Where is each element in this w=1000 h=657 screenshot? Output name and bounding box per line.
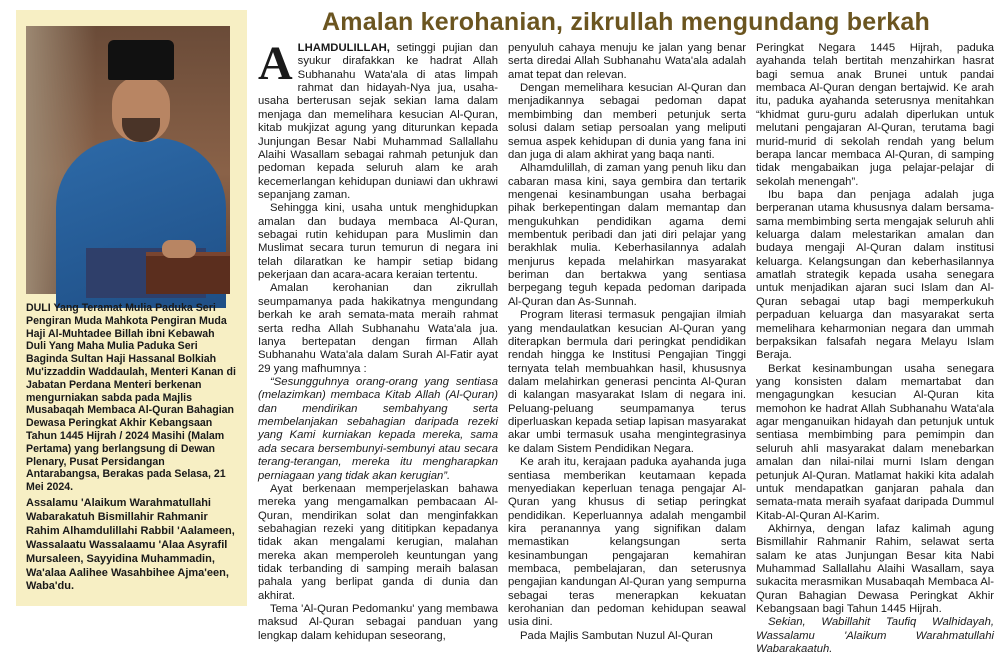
photo-figure-hands [162,240,196,258]
article-paragraph: Ibu bapa dan penjaga adalah juga berperanan utama khususnya dalam bersama-sama membimbing serta mengajak seluruh ahli keluarga dalam melestarikan amalan dan budaya mengaji Al-Quran dalam institusi keluarga. Kelangsungan dan keberhasilannya amatlah strategik kepada usaha senegara untuk menjadikan ajaran suci Islam dan Al-Quran sebagai utap bagi memperkukuh perpaduan keluarga dan masyarakat serta memelihara keharmonian negara dan ummah berpaksikan falsafah negara Melayu Islam Beraja. [756,188,994,362]
article-paragraph: Akhirnya, dengan lafaz kalimah agung Bismillahir Rahmanir Rahim, selawat serta salam ke atas Junjungan Besar kita Nabi Muhammad Sallallahu Alaihi Wasallam, saya sukacita merasmikan Musabaqah Membaca Al-Quran Bahagian Dewasa Peringkat Akhir Kebangsaan bagi Tahun 1445 Hijrah. [756,522,994,616]
article-column-1 [258,37,498,643]
photo-figure-songkok [108,40,174,80]
article-paragraph: Ayat berkenaan memperjelaskan bahawa mereka yang mengamalkan pembacaan Al-Quran, mendirikan solat dan menginfakkan sebahagian rezeki yang dititipkan kepadanya tidak akan mengalami kerugian, malahan mereka akan memperoleh keuntungan yang tidak terbanding di samping meraih balasan pahala yang berlipat ganda di dunia dan akhirat. [258,482,498,602]
closing-greeting: Sekian, Wabillahit Taufiq Walhidayah, Wassalamu 'Alaikum Warahmatullahi Wabarakaatuh. [756,616,994,656]
salam-opening: Assalamu 'Alaikum Warahmatullahi Wabarakatuh Bismillahir Rahmanir Rahim Alhamdulillahi Rabbil 'Aalameen, Wassalaatu Wassalaamu 'Alaa Asyrafil Mursaleen, Sayyidina Muhammadin, Wa'alaa Aalihee Wasahbihee Ajma'een, Waba'du. [26,497,235,593]
speaker-photo [26,26,230,294]
article-paragraph [258,37,498,202]
article-paragraph: Berkat kesinambungan usaha senegara yang konsisten dalam memartabat dan mengagungkan kesucian Al-Quran kita memohon ke hadrat Allah Subhanahu Wata'ala agar menganuikan hidayah dan petunjuk untuk sentiasa membimbing para pemimpin dan seluruh ahli masyarakat dalam menebarkan amalan dan nilai-nilai murni Islam dengan petunjuk Al-Quran. Matlamat hakiki kita adalah untuk mendapatkan ganjaran pahala dan semata-mata meraih syafaat daripada Dummul Kitab-Al-Quran Al-Karim. [756,362,994,522]
article-paragraph: Program literasi termasuk pengajian ilmiah yang mendaulatkan kesucian Al-Quran yang diterapkan bermula dari peringkat pendidikan rendah hingga ke Institusi Pengajian Tinggi ternyata telah membuahkan hasil, khususnya dalam melahirkan generasi pencinta Al-Quran di kalangan masyarakat Islam di negara ini. Peluang-peluang seumpamanya terus diperluaskan kepada setiap lapisan masyarakat akar umbi termasuk usaha mengintegrasinya ke dalam Sistem Pendidikan Negara. [508,309,747,455]
article-paragraph: penyuluh cahaya menuju ke jalan yang benar serta diredai Allah Subhanahu Wata'ala adalah amat tepat dan relevan. [508,42,746,81]
article-paragraph: Alhamdulillah, di zaman yang penuh liku dan cabaran masa kini, saya gembira dan tertarik mengenai kesinambungan usaha berbagai pihak berkepentingan dalam memantap dan mengukuhkan pendidikan agama demi membentuk peribadi dan jati diri pelajar yang berakhlak mulia. Keberhasilannya adalah menjurus kepada melahirkan masyarakat beriman dan bertakwa yang sentiasa berpegang teguh kepada pedoman daripada Al-Quran dan As-Sunnah. [508,162,746,308]
article-paragraph: Pada Majlis Sambutan Nuzul Al-Quran [520,629,713,642]
article-paragraph: Peringkat Negara 1445 Hijrah, paduka ayahanda telah bertitah menzahirkan hasrat bagi semua anak Brunei untuk pandai membaca Al-Quran dengan bertajwid. Ke arah itu, paduka ayahanda seterusnya menitahkan “khidmat guru-guru adalah diperlukan untuk melutani pengajaran Al-Quran, terutama bagi murid-murid di sekolah rendah yang belum berapa lancar membaca Al-Quran, di samping tidak mengabaikan juga pelajar-pelajar di sekolah menengah”. [756,42,994,188]
article-paragraph: Tema 'Al-Quran Pedomanku' yang membawa maksud Al-Quran sebagai panduan yang lengkap dalam kehidupan seseorang, [258,603,498,642]
article-paragraph: Dengan memelihara kesucian Al-Quran dan menjadikannya sebagai pedoman dapat membimbing dan memberi petunjuk serta solusi dalam setiap persoalan yang meliputi semua aspek kehidupan di dunia yang fana ini dan juga di alam akhirat yang baqa nanti. [508,82,746,161]
article-paragraph: Sehingga kini, usaha untuk menghidupkan amalan dan budaya membaca Al-Quran, sebagai rutin kehidupan para Muslimin dan Muslimat secara turun temurun di negara ini telah dilaratkan ke hampir setiap bidang pekerjaan dan acara-acara keraian tertentu. [258,202,498,282]
photo-podium [146,252,230,294]
article-column-2 [508,42,746,643]
photo-caption: DULI Yang Teramat Mulia Paduka Seri Pengiran Muda Mahkota Pengiran Muda Haji Al-Muhtadee Billah ibni Kebawah Duli Yang Maha Mulia Paduka Seri Baginda Sultan Haji Hassanal Bolkiah Mu'izzaddin Waddaulah, Menteri Kanan di Jabatan Perdana Menteri berkenan mengurniakan sabda pada Majlis Musabaqah Membaca Al-Quran Bahagian Dewasa Peringkat Akhir Kebangsaan Tahun 1445 Hijrah / 2024 Masihi (Malam Pertama) yang berlangsung di Dewan Plenary, Pusat Persidangan Antarabangsa, Berakas pada Selasa, 21 Mei 2024. [26,302,236,494]
article-paragraph: Ke arah itu, kerajaan paduka ayahanda juga sentiasa memberikan keutamaan kepada menyediakan keperluan tenaga pengajar Al-Quran yang khusus di setiap peringkat pendidikan. Keperluannya adalah mengambil kira peranannya yang signifikan dalam memastikan kelangsungan serta kesinambungan pengajaran kemahiran membaca, pembelajaran, dan seterusnya pengajian kandungan Al-Quran yang sempurna sebagai teras menerapkan kekuatan kerohanian dan pedoman kehidupan seawal usia dini. [508,456,746,629]
headline: Amalan kerohanian, zikrullah mengundang berkah [322,8,930,36]
article-paragraph: Amalan kerohanian dan zikrullah seumpamanya pada hakikatnya mengundang berkah ke arah semata-mata meraih rahmat serta redha Allah Subhanahu Wata'ala jua. Ianya bertepatan dengan firman Allah Subhanahu Wata'ala dalam Surah Al-Fatir ayat 29 yang mafhumnya : [258,282,498,375]
drop-cap: A [258,37,293,90]
article-column-3 [756,42,994,657]
paragraph-text: setinggi pujian dan syukur dirafakkan ke hadrat Allah Subhanahu Wata'ala di atas limpah rahmat dan hidayah-Nya jua, usaha-usaha berterusan sejak sekian lama dalam menjaga dan memelihara kesucian Al-Quran, kitab mukjizat agung yang diturunkan kepada Junjungan Besar Nabi Muhammad Sallallahu Alaihi Wasallam sebagai rahmah petunjuk dan pedoman kepada seluruh alam ke arah kecemerlangan kehidupan duniawi dan ukhrawi sepanjang zaman. [258,42,498,201]
quran-quote: “Sesungguhnya orang-orang yang sentiasa (melazimkan) membaca Kitab Allah (Al-Quran) dan mendirikan sembahyang serta membelanjakan sebahagian daripada rezeki yang Kami kurniakan kepada mereka, sama ada secara bersembunyi-sembunyi atau secara terang-terangan, mereka itu mengharapkan perniagaan yang tidak akan kerugian”. [258,375,498,482]
lead-word: LHAMDULILLAH, [297,42,390,54]
